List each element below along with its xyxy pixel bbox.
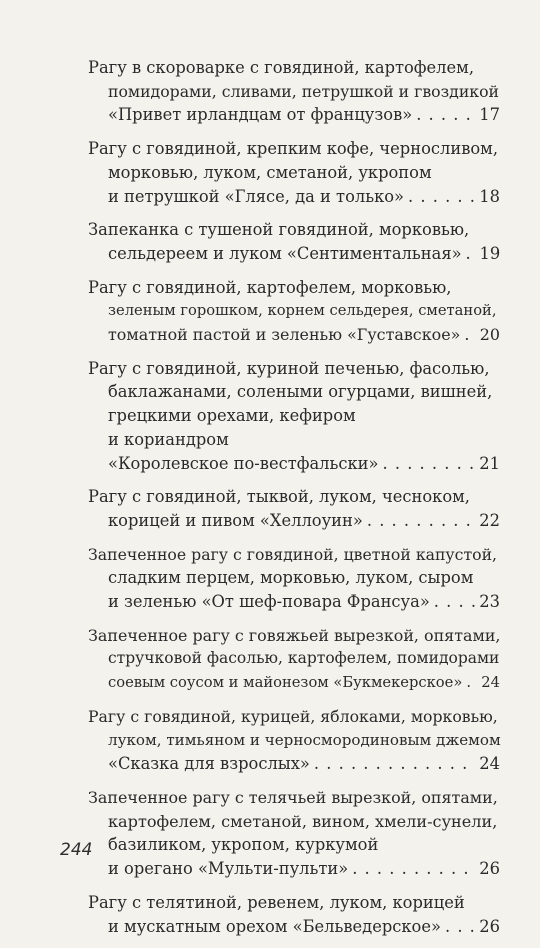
page-number: 244: [60, 840, 93, 860]
toc-entry-line: [88, 242, 500, 266]
toc-entry-text: грецкими орехами, кефиром: [108, 406, 356, 426]
toc-entry-text: картофелем, сметаной, вином, хмели-сунели,: [108, 811, 498, 831]
leader-dots: [352, 857, 475, 881]
leader-dots: [445, 915, 475, 939]
toc-entry-line: [88, 810, 500, 834]
toc-entry: [88, 276, 500, 347]
toc-page-number: 26: [479, 916, 500, 936]
toc-entry-text: корицей и пивом «Хеллоуин»: [108, 510, 363, 530]
toc-entry-line: [88, 218, 500, 242]
toc-entry-line: [88, 915, 500, 939]
toc-entry-text: баклажанами, солеными огурцами, вишней,: [108, 382, 493, 402]
toc-entry-line: [88, 323, 500, 347]
toc-entry-text: базиликом, укропом, куркумой: [108, 835, 379, 855]
leader-dots: [464, 323, 475, 347]
toc-entry-line: [88, 590, 500, 614]
toc-entry-text: сельдереем и луком «Сентиментальная»: [108, 243, 462, 263]
toc-entry-text: и кориандром: [108, 429, 229, 449]
leader-dots: [466, 242, 476, 266]
toc-entry: [88, 624, 500, 695]
toc-entry-text: Запеканка с тушеной говядиной, морковью,: [88, 220, 470, 240]
toc-entry-text: Запеченное рагу с говядиной, цветной капустой,: [88, 544, 498, 564]
toc-entry-line: [88, 671, 500, 695]
toc-page-number: 24: [479, 754, 500, 774]
toc-entry-line: [88, 428, 500, 452]
toc-entry: [88, 543, 500, 614]
toc-entry-line: [88, 161, 500, 185]
toc-entry-line: [88, 485, 500, 509]
toc-entry-text: стручковой фасолью, картофелем, помидорами: [108, 649, 500, 668]
toc-entry-line: [88, 729, 500, 753]
leader-dots: [314, 752, 475, 776]
toc-entry-line: [88, 357, 500, 381]
toc-entry-text: Рагу с говядиной, тыквой, луком, чесноком,: [88, 487, 470, 507]
toc-entry-text: соевым соусом и майонезом «Букмекерское»: [108, 674, 463, 692]
toc-entry-line: [88, 543, 500, 567]
toc-entry-line: [88, 566, 500, 590]
toc-entry-line: [88, 705, 500, 729]
toc-entry-text: помидорами, сливами, петрушкой и гвоздикой: [108, 81, 499, 101]
leader-dots: [367, 509, 475, 533]
leader-dots: [408, 185, 475, 209]
toc-entry-text: Рагу с говядиной, крепким кофе, черносливом,: [88, 139, 498, 159]
toc-page-number: 23: [479, 592, 500, 612]
toc-entry-line: [88, 56, 500, 80]
leader-dots: [434, 590, 475, 614]
toc-entry-line: [88, 509, 500, 533]
toc-entry-line: [88, 404, 500, 428]
toc-entry: [88, 56, 500, 127]
toc-page-number: 20: [479, 325, 500, 345]
toc-entry-text: морковью, луком, сметаной, укропом: [108, 162, 432, 182]
toc-entry-text: томатной пастой и зеленью «Густавское»: [108, 325, 461, 345]
toc-page-number: 17: [479, 105, 500, 125]
leader-dots: [416, 103, 475, 127]
toc-entry-text: Запеченное рагу с телячьей вырезкой, опятами,: [88, 787, 498, 807]
toc-entry-line: [88, 185, 500, 209]
toc-entry-text: «Королевское по-вестфальски»: [108, 453, 379, 473]
toc-page-number: 24: [481, 674, 500, 692]
toc-entry: [88, 137, 500, 208]
toc-entry: [88, 485, 500, 532]
toc-entry: [88, 786, 500, 881]
toc-entry-line: [88, 380, 500, 404]
toc-entry-text: Рагу в скороварке с говядиной, картофелем,: [88, 58, 474, 77]
toc-entry-text: и орегано «Мульти-пульти»: [108, 859, 349, 879]
toc-entry-line: [88, 80, 500, 104]
toc-entry-line: [88, 891, 500, 915]
toc-entry-line: [88, 624, 500, 648]
toc-entry-line: [88, 833, 500, 857]
toc-entry-line: [88, 452, 500, 476]
toc-entry-line: [88, 276, 500, 300]
toc-entry-text: Рагу с говядиной, курицей, яблоками, морковью,: [88, 706, 498, 726]
toc-entry: [88, 891, 500, 938]
toc-entry-line: [88, 647, 500, 671]
toc-entry-line: [88, 137, 500, 161]
toc-entry: [88, 218, 500, 265]
leader-dots: [466, 671, 477, 695]
toc-entry-line: [88, 752, 500, 776]
toc-entry: [88, 357, 500, 476]
toc-entry-text: Рагу с говядиной, куриной печенью, фасолью,: [88, 358, 490, 378]
toc-entry-text: Рагу с телятиной, ревенем, луком, корицей: [88, 892, 465, 912]
toc-entry-line: [88, 786, 500, 810]
leader-dots: [383, 452, 476, 476]
toc-entry-text: луком, тимьяном и черносмородиновым джемом: [108, 730, 501, 749]
toc-entry-line: [88, 103, 500, 127]
toc-entry-text: сладким перцем, морковью, луком, сыром: [108, 568, 474, 588]
toc-entry-text: «Привет ирландцам от французов»: [108, 105, 413, 125]
table-of-contents: [88, 56, 500, 948]
toc-entry-text: зеленым горошком, корнем сельдерея, сметаной,: [108, 302, 497, 320]
toc-entry-text: Рагу с говядиной, картофелем, морковью,: [88, 277, 452, 297]
toc-entry: [88, 705, 500, 776]
toc-entry-line: [88, 857, 500, 881]
toc-entry-text: «Сказка для взрослых»: [108, 754, 310, 774]
toc-entry-text: и зеленью «От шеф-повара Франсуа»: [108, 592, 430, 612]
toc-page-number: 18: [479, 186, 500, 206]
toc-page-number: 22: [479, 510, 500, 530]
toc-page-number: 21: [479, 453, 500, 473]
toc-page-number: 26: [479, 859, 500, 879]
toc-page-number: 19: [479, 243, 501, 263]
toc-entry-text: и мускатным орехом «Бельведерское»: [108, 916, 441, 936]
toc-entry-text: Запеченное рагу с говяжьей вырезкой, опятами,: [88, 625, 501, 645]
toc-entry-text: и петрушкой «Глясе, да и только»: [108, 186, 405, 206]
toc-entry-line: [88, 299, 500, 323]
